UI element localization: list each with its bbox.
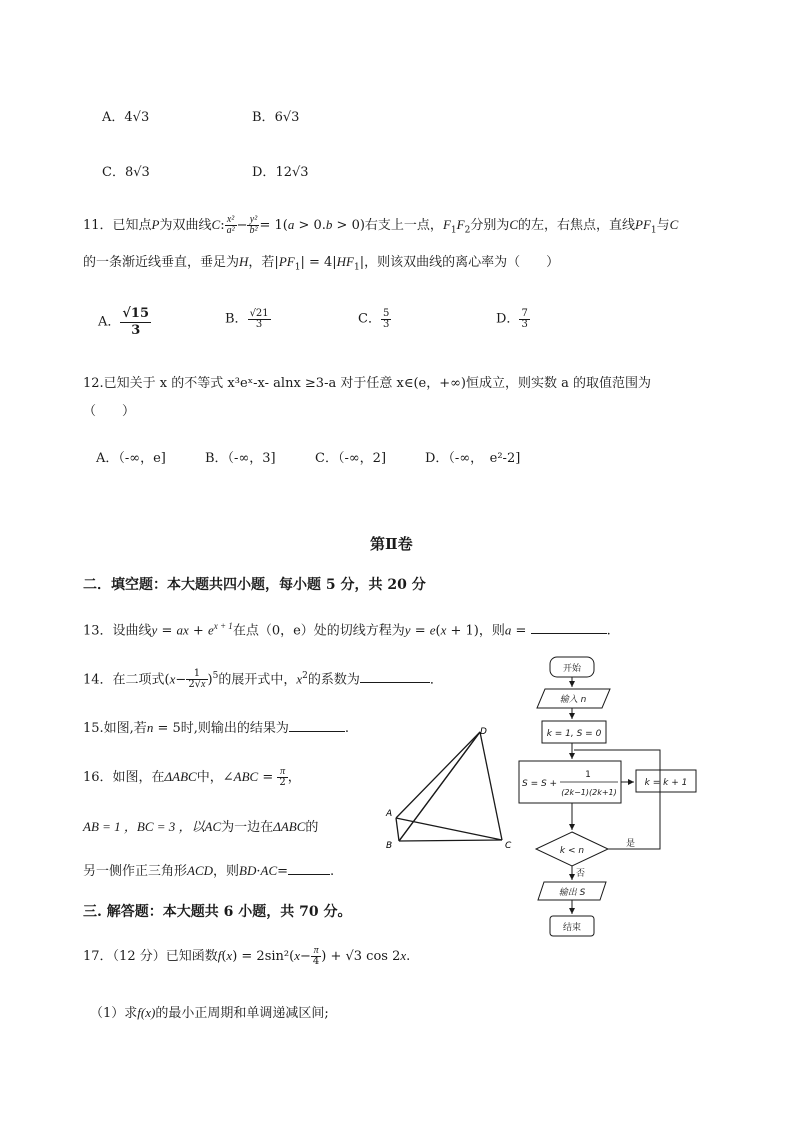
fill-in-header: 二．填空题：本大题共四小题，每小题 5 分，共 20 分 — [83, 577, 426, 593]
condition-label: k < n — [559, 846, 585, 856]
q13: 13．设曲线y = ax + $e^{x + 1}$在点（0，e）处的切线方程为y = e(x + 1)，则a = . — [83, 621, 611, 639]
q12-option-d: D．（-∞， e²-2] — [425, 451, 521, 466]
output-label: 输出 S — [558, 888, 586, 898]
q10-option-a: A．4√3 — [102, 110, 150, 125]
q16-line3: 另一侧作正三角形ACD，则BD·AC= . — [83, 863, 335, 879]
loop-back-line — [574, 750, 660, 849]
edge-ab — [396, 818, 399, 841]
tetrahedron-figure — [380, 724, 520, 854]
label-a: A — [386, 809, 393, 819]
q17: 17．（12 分）已知函数f(x) = 2sin²(x− $\frac{\pi}{4}$ ) + √3 cos 2x. — [83, 945, 411, 967]
no-label: 否 — [576, 869, 586, 879]
q17-part1: （1）求f(x)的最小正周期和单调递减区间; — [90, 1005, 329, 1021]
init-label: k = 1, S = 0 — [546, 729, 602, 739]
input-label: 输入 n — [559, 695, 587, 705]
q12-option-c: C．（-∞，2] — [315, 451, 387, 466]
edge-bc — [399, 840, 502, 841]
section-title: 第Ⅱ卷 — [370, 535, 413, 553]
update-s-num: 1 — [585, 770, 591, 780]
q14: 14．在二项式(x− $\frac{1}{2√x}$ )$^5$的展开式中，$x^2$的系数为 ． — [83, 668, 443, 691]
label-c: C — [505, 841, 512, 851]
q11-option-b: B． $\frac{√21}{3}$ — [225, 308, 269, 330]
edge-dc — [480, 732, 502, 840]
q12-option-b: B．（-∞，3] — [205, 451, 276, 466]
end-label: 结束 — [562, 923, 582, 933]
edge-bd — [399, 732, 480, 841]
q10-option-b: B．6√3 — [252, 110, 300, 125]
q11-option-a: A． $\frac{√15}{3}$ — [98, 306, 150, 338]
label-b: B — [386, 841, 393, 851]
label-d: D — [480, 727, 487, 737]
q16-line2: AB = 1 ，BC = 3 ，以AC为一边在ΔABC的 — [83, 819, 319, 835]
update-s-den: (2k−1)(2k+1) — [561, 788, 617, 797]
q10-option-d: D．12√3 — [252, 165, 309, 180]
q11-option-c: C． $\frac{5}{3}$ — [358, 308, 390, 330]
q10-option-c: C．8√3 — [102, 165, 150, 180]
answer-header: 三. 解答题：本大题共 6 小题，共 70 分。 — [83, 904, 352, 920]
q12-option-a: A．（-∞，e] — [96, 451, 166, 466]
q15: 15.如图,若n = 5时,则输出的结果为 . — [83, 720, 350, 736]
q11-option-d: D． $\frac{7}{3}$ — [496, 308, 528, 330]
update-s-lhs: S = S + — [522, 779, 558, 789]
q12-paren: （ ） — [83, 404, 136, 419]
edge-da — [396, 732, 480, 818]
q11-stem-line1: 11．已知点P为双曲线C: $\frac{\text{x²}}{\text{a²}}$ − $\frac{\text{y²}}{\text{b²}}$ = 1(a > 0.b > 0)右支上一点，$F_1F_2$分别为C的左，右焦点，直线$PF_1$与C — [83, 214, 679, 236]
q11-stem-line2: 的一条渐近线垂直，垂足为H，若$|PF_1| = 4|HF_1|$，则该双曲线的离心率为（ ） — [83, 254, 560, 273]
edge-ac — [396, 818, 502, 840]
update-k-label: k = k + 1 — [644, 778, 688, 788]
yes-label: 是 — [626, 839, 636, 849]
flowchart — [510, 652, 710, 942]
q16-line1: 16．如图，在ΔABC中，∠ABC = $\frac{\pi}{2}$ ， — [83, 766, 301, 788]
q12-stem: 12.已知关于 x 的不等式 x³eˣ-x- alnx ≥3-a 对于任意 x∈(e，+∞)恒成立，则实数 a 的取值范围为 — [83, 376, 652, 391]
start-label: 开始 — [562, 664, 582, 674]
